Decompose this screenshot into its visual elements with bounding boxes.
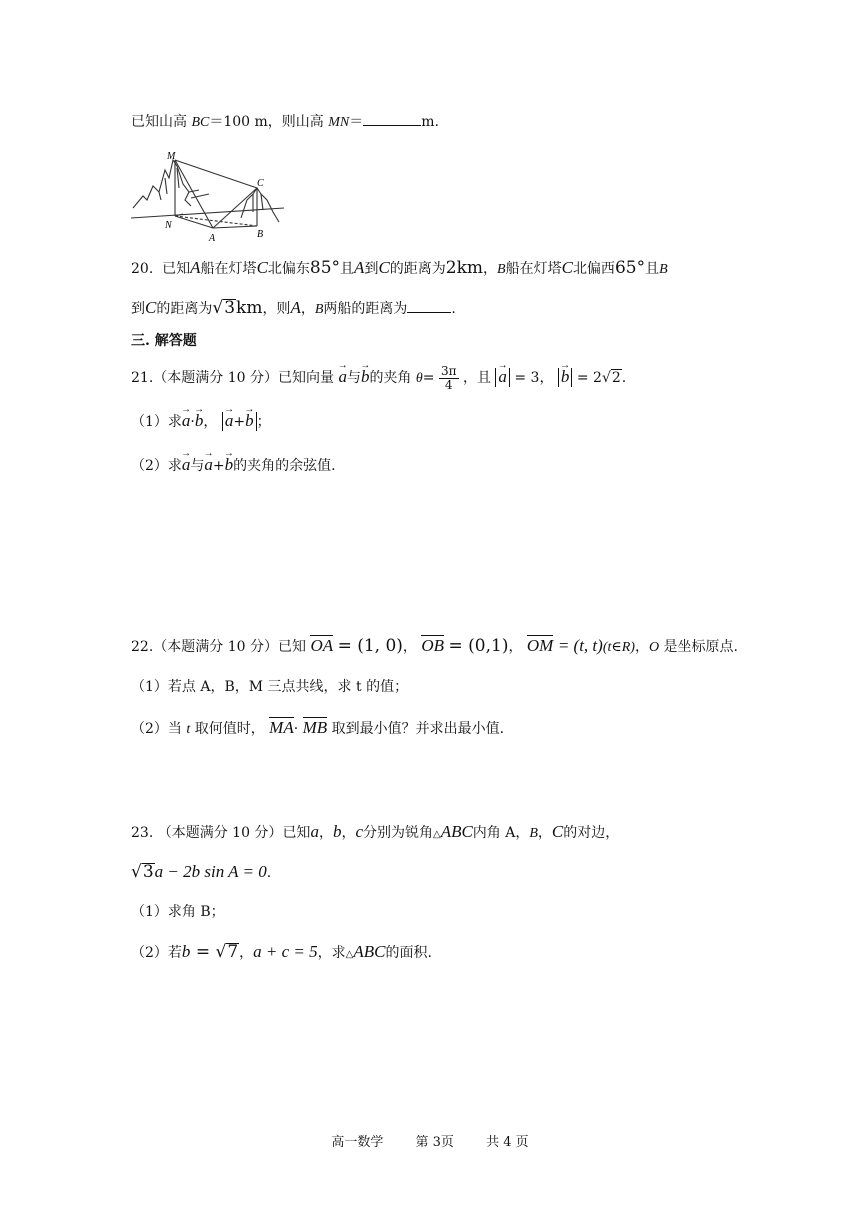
footer-subject: 高一数学 (331, 1135, 384, 1150)
q21-part2: （2）求→ a与→ a+→ b的夹角的余弦值. (131, 452, 336, 479)
label-b: B (257, 229, 264, 240)
page-footer (0, 1131, 860, 1150)
answer-blank (407, 300, 451, 313)
label-m: M (167, 151, 176, 162)
abs-b: → b (558, 368, 573, 387)
q21-line: 21.（本题满分 10 分）已知向量 → a与→ b的夹角 θ= $\frac{3\pi}{4}$ ，且 → a = 3， → b = 2√2. (131, 362, 626, 394)
abs-a-plus-b: → a+→ b (222, 412, 257, 431)
footer-total: 共 4 页 (486, 1135, 529, 1150)
q23-line: 23. （本题满分 10 分）已知a，b，c分别为锐角△ABC内角 A，B，C的对边， (131, 822, 620, 841)
section-heading: 三. 解答题 (131, 333, 197, 349)
q23-part2: （2）若b = √7，a + c = 5，求△ABC的面积. (131, 942, 432, 962)
q20-line1: 20. 已知A船在灯塔C北偏东85°且A到C的距离为2km，B船在灯塔C北偏西65°且B (131, 258, 668, 278)
q23-equation: √3a − 2b sin A = 0. (131, 862, 272, 882)
label-c: C (257, 178, 264, 189)
q22-line: 22.（本题满分 10 分）已知 OA = (1, 0)， OB = (0,1)， OM = (t, t)(t∈R)，O 是坐标原点. (131, 636, 738, 656)
q22-part1: （1）若点 A，B，M 三点共线，求 t 的值； (131, 679, 409, 695)
q21-part1: （1）求→ a·→ b， → a+→ b ； (131, 408, 271, 435)
fraction: $\frac{3\pi}{4}$ (440, 363, 457, 392)
footer-page: 第 3页 (415, 1135, 454, 1150)
q20-line2: 到C的距离为√3km，则A，B两船的距离为 . (131, 298, 456, 318)
answer-blank (363, 113, 421, 126)
label-n: N (165, 220, 172, 231)
q23-part1: （1）求角 B； (131, 904, 225, 920)
mountain-figure (129, 148, 291, 244)
q19-tail-line: 已知山高 BC＝100 m，则山高 MN＝ m. (131, 114, 439, 130)
label-a: A (209, 233, 216, 244)
q22-part2: （2）当 t 取何值时， MA· MB 取到最小值？并求出最小值. (131, 718, 505, 737)
abs-a: → a (495, 368, 510, 387)
